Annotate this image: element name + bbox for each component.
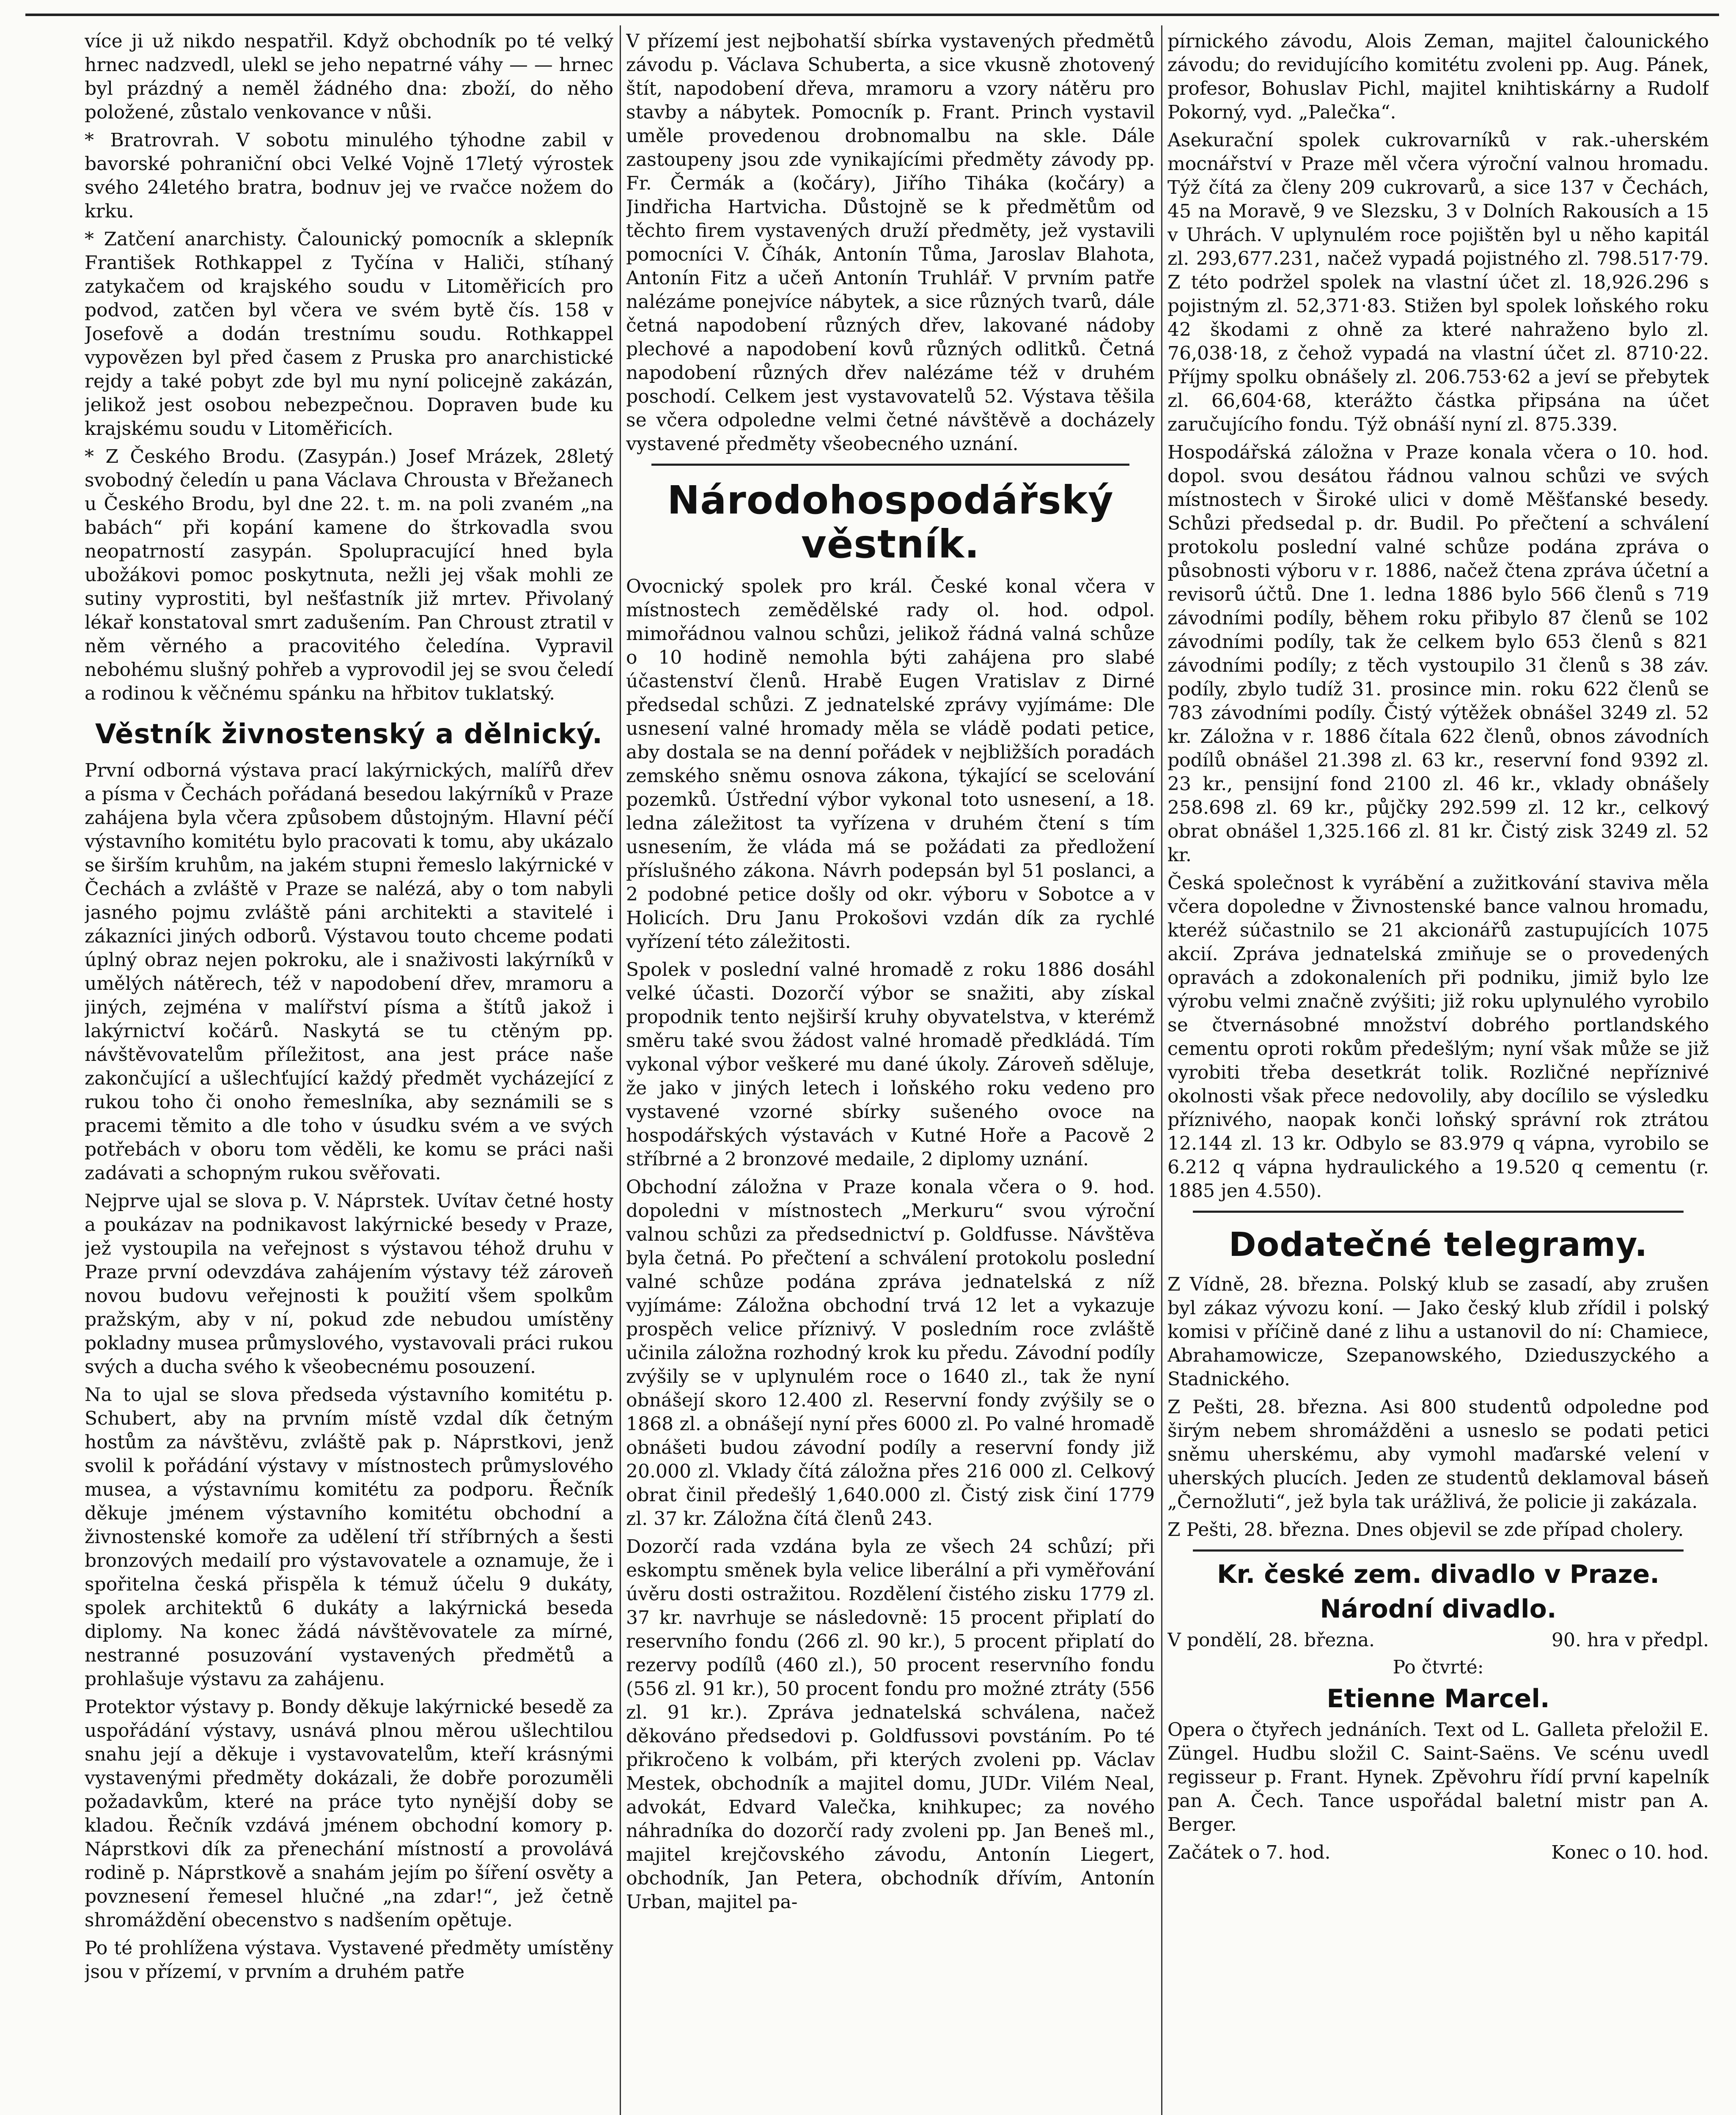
- performance-number: 90. hra v předpl.: [1551, 1629, 1709, 1651]
- section-rule: [1193, 1549, 1684, 1552]
- column-3: [1167, 30, 1709, 2115]
- article-paragraph: Na to ujal se slova předseda výstavního komitétu p. Schubert, aby na prvním místě vzdal dík četným hostům za návštěvu, zvláště pak p. Náprstkovi, jenž svolil k pořádání výstavy v místnostech průmyslového musea, a výstavnímu komitétu za podporu. Řečník děkuje jménem výstavního komitétu obchodní a živnostenské komoře za udělení tří stříbrných a šesti bronzových medailí pro výstavovatele a oznamuje, že i spořitelna česká přispěla k témuž účelu 9 dukáty, spolek architektů 6 dukáty a lakýrnická beseda diplomy. Na konec žádá návštěvovatele za mírné, nestranné posuzování vystavených předmětů a prohlašuje výstavu za zahájenu.: [85, 1384, 613, 1690]
- section-heading: Věstník živnostenský a dělnický.: [95, 719, 603, 750]
- article-paragraph: Nejprve ujal se slova p. V. Náprstek. Uvítav četné hosty a poukázav na podnikavost lakýrnické besedy v Praze, jež vystoupila na veřejnost s výstavou téhož druhu v Praze první odevzdáva zahájením výstavy též zároveň novou budovu veřejnosti k použití všem spolkům pražským, aby v ní, pokud zde nebudou umístěny pokladny musea průmyslového, vystavovali práci rukou svých a ducha svého k všeobecnému posouzení.: [85, 1190, 613, 1378]
- column-1: [85, 30, 613, 2115]
- section-rule: [651, 464, 1129, 466]
- telegram-pest-cholera: Z Pešti, 28. března. Dnes objevil se zde případ cholery.: [1167, 1519, 1684, 1541]
- article-paragraph: Česká společnost k vyrábění a zužitkování staviva měla včera dopoledne v Živnostenské bance valnou hromadu, kteréž súčastnilo se 21 akcionářů zastupujících 1075 akcií. Zpráva jednatelská zmiňuje se o provedených opravách a zdokonaleních při podniku, jimiž bylo lze výrobu velmi značně zvýšiti; již roku uplynulého vyrobilo se čtvernásobné množství dobrého portlandského cementu oproti rokům předešlým; nyní však může se již vyrobiti třeba desetkrát tolik. Rozličné nepříznivé okolnosti však přece nedovolily, aby docílilo se výsledku příznivého, naopak konči loňský správní rok ztrátou 12.144 zl. 13 kr. Odbylo se 83.979 q vápna, vyrobilo se 6.212 q vápna hydraulického a 19.520 q cementu (r. 1885 jen 4.550).: [1167, 872, 1709, 1202]
- article-paragraph: V přízemí jest nejbohatší sbírka vystavených předmětů závodu p. Václava Schuberta, a sice vkusně zhotovený štít, napodobení dřeva, mramoru a vzory nátěru pro stavby a nábytek. Pomocník p. Frant. Princh vystavil uměle provedenou drobnomalbu na skle. Dále zastoupeny jsou zde vynikajícími předměty závody pp. Fr. Čermák a (kočáry), Jiřího Tiháka (kočáry) a Jindřicha Hartvicha. Důstojně se k předmětům od těchto firem vystavených druží předměty, jež vystavili pomocníci V. Číhák, Antonín Tůma, Jaroslav Blahota, Antonín Fitz a učeň Antonín Truhlář. V prvním patře nalézáme ponejvíce nábytek, a sice různých tvarů, dále četná napodobení různých dřev, lakované nádoby plechové a napodobení kovů různých odlitků. Četná napodobení různých dřev nalézáme též v druhém poschodí. Celkem jest vystavovatelů 52. Výstava těšila se včera odpoledne velmi četné návštěvě a docházely vystavené předměty všeobecného uznání.: [626, 30, 1155, 455]
- performance-info: [1167, 1629, 1709, 1652]
- performance-date: V pondělí, 28. března.: [1167, 1629, 1375, 1651]
- end-time: Konec o 10. hod.: [1551, 1842, 1709, 1863]
- news-item-fratricide: * Bratrovrah. V sobotu minulého týhodne zabil v bavorské pohraniční obci Velké Vojně 17letý výrostek svého 24letého bratra, bodnuv jej ve rvačce nožem do krku.: [85, 129, 613, 222]
- start-time: Začátek o 7. hod.: [1167, 1842, 1331, 1863]
- column-divider: [1161, 25, 1162, 2115]
- article-paragraph: Dozorčí rada vzdána byla ze všech 24 schůzí; při eskomptu směnek byla velice liberální a při vyměřování úvěru dosti ostražitou. Rozdělení čistého zisku 1779 zl. 37 kr. navrhuje se následovně: 15 procent připlatí do reservního fondu (266 zl. 90 kr.), 5 procent připlatí do rezervy podílů (460 zl.), 50 procent reservního fondu (556 zl. 91 kr.), 50 procent fondu pro možné ztráty (556 zl. 91 kr.). Zpráva jednatelská schválena, načež děkováno předsedovi p. Goldfussovi povstáním. Po té přikročeno k volbám, při kterých zvoleni pp. Václav Mestek, obchodník a majitel domu, JUDr. Vilém Neal, advokát, Edvard Valečka, knihkupec; za nového náhradníka do dozorčí rady zvoleni pp. Jan Beneš ml., majitel krejčovského závodu, Antonín Liegert, obchodník, Jan Petera, obchodník dřívím, Antonín Urban, majitel pa-: [626, 1536, 1155, 1913]
- article-paragraph: První odborná výstava prací lakýrnických, malířů dřev a písma v Čechách pořádaná besedou lakýrníků v Praze zahájena byla včera způsobem důstojným. Hlavní péčí výstavního komitétu bylo pracovati k tomu, aby ukázalo se širším kruhům, na jakém stupni řemeslo lakýrnické v Čechách a zvláště v Praze se nalézá, aby o tom nabyli jasného pojmu zvláště páni architekti a stavitelé i zákazníci jiných odborů. Výstavou touto chceme podati úplný obraz nejen pokroku, ale i snaživosti lakýrníků v umělých nátěrech, též v napodobení dřev, mramoru a jiných, zejména v malířství písma a štítů jakož i lakýrnictví kočárů. Naskytá se tu ctěným pp. návštěvovatelům příležitost, ana jest práce naše zakončující a ušlechťující každý předmět vycházející z rukou toho či onoho řemeslníka, aby seznámili se s pracemi těmito a dle toho v úsudku svém a ve svých potřebách v oboru tom věděli, ke komu se práci naši zadávati a schopným rukou svěřovati.: [85, 760, 613, 1184]
- news-item-anarchist: * Zatčení anarchisty. Čalounický pomocník a sklepník František Rothkappel z Tyčína v Haliči, stíhaný zatykačem od krajského soudu v Litoměřicích pro podvod, zatčen byl včera ve svém bytě čís. 158 v Josefově a dodán trestnímu soudu. Rothkappel vypovězen byl před časem z Pruska pro anarchistické rejdy a také pobyt zde byl mu nyní policejně zakázán, jelikož jest osobou nebezpečnou. Dopraven bude ku krajskému soudu v Litoměřicích.: [85, 228, 613, 439]
- article-paragraph: Hospodářská záložna v Praze konala včera o 10. hod. dopol. svou desátou řádnou valnou schůzi ve svých místnostech v Široké ulici v domě Měšťanské besedy. Schůzi předsedal p. dr. Budil. Po přečtení a schválení protokolu poslední valné schůze podána zpráva o působnosti výboru v r. 1886, načež čtena zpráva účetní a revisorů účtů. Dne 1. ledna 1886 bylo 566 členů s 719 závodními podíly, během roku přibylo 87 členů se 102 závodními podíly, tak že celkem bylo 653 členů s 821 závodními podíly; z těch vystoupilo 31 členů s 38 záv. podíly, zbylo tudíž 31. prosince min. roku 622 členů se 783 závodními podíly. Čistý výtěžek obnášel 3249 zl. 52 kr. Záložna v r. 1886 čítala 622 členů, obnos závodních podílů obnášel 21.398 zl. 63 kr., reservní fond 9392 zl. 23 kr., pensijní fond 2100 zl. 46 kr., vklady obnášely 258.698 zl. 69 kr., půjčky 292.599 zl. 12 kr., celkový obrat obnášel 1,325.166 zl. 81 kr. Čistý zisk 3249 zl. 52 kr.: [1167, 442, 1709, 866]
- article-paragraph: Spolek v poslední valné hromadě z roku 1886 dosáhl velké účasti. Dozorčí výbor se snažiti, aby získal propodnik tento nejširší kruhy obyvatelstva, v kterémž směru také svou žádost valné hromadě předkládá. Tím vykonal výbor veškeré mu dané úkoly. Zároveň sděluje, že jako v jiných letech i loňského roku vedeno pro vystavené vzorné sbírky sušeného ovoce na hospodářských výstavách v Kutné Hoře a Pacově 2 stříbrné a 2 bronzové medaile, 2 diplomy uznání.: [626, 959, 1155, 1170]
- telegram-vienna: Z Vídně, 28. března. Polský klub se zasadí, aby zrušen byl zákaz vývozu koní. — Jako český klub zřídil i polský komisi v příčině dané z lihu a ustanovil do ní: Chamiece, Abrahamowicze, Szepanowského, Dzieduszyckého a Stadnického.: [1167, 1274, 1709, 1390]
- performance-times: [1167, 1841, 1709, 1865]
- section-heading: Národohospodářský věstník.: [667, 478, 1114, 567]
- article-paragraph: pírnického závodu, Alois Zeman, majitel čalounického závodu; do revidujícího komitétu zvoleni pp. Aug. Pánek, profesor, Bohuslav Pichl, majitel knihtiskárny a Rudolf Pokorný, vyd. „Palečka“.: [1167, 30, 1709, 123]
- news-item-cesky-brod: * Z Českého Brodu. (Zasypán.) Josef Mrázek, 28letý svobodný čeledín u pana Václava Chrousta v Břežanech u Českého Brodu, byl dne 22. t. m. na poli zvaném „na babách“ při kopání kamene do štrkovadla svou neopatrností zasypán. Spolupracující hned byla ubožákovi pomoc poskytnuta, nežli jej však mohli ze sutiny vyprostiti, byl nešťastník již mrtev. Přivolaný lékař konstatoval smrt zadušením. Pan Chroust ztratil v něm věrného a pracovitého čeledína. Vypravil nebohému slušný pohřeb a vyprovodil jej se svou čeledí a rodinou k věčnému spánku na hřbitov tuklatský.: [85, 446, 613, 704]
- article-paragraph: více ji už nikdo nespatřil. Když obchodník po té velký hrnec nadzvedl, ulekl se jeho nepatrné váhy — — hrnec byl prázdný a neměl žádného dna: zboží, do něho položené, zůstalo venkovance v nůši.: [85, 30, 613, 123]
- article-paragraph: Protektor výstavy p. Bondy děkuje lakýrnické besedě za uspořádání výstavy, usnává plnou měrou ušlechtilou snahu její a děkuje i vystavovatelům, kteří krásnými vystavenými předměty dokázali, že dobře porozuměli požadavkům, které na práce tyto nynější doby se kladou. Řečník vzdává jménem obchodní komory p. Náprstkovi dík za přenechání místností a provolává rodině p. Náprstkově a snahám jejím po šíření osvěty a povznesení řemesel hlučné „na zdar!“, jež četně shromáždění obecenstvo s nadšením opětuje.: [85, 1696, 613, 1931]
- article-paragraph: Ovocnický spolek pro král. České konal včera v místnostech zemědělské rady ol. hod. odpol. mimořádnou valnou schůzi, jelikož řádná valná schůze o 10 hodině nemohla býti zahájena pro slabé účastenství členů. Hrabě Eugen Vratislav z Dirné předsedal schůzi. Z jednatelské zprávy vyjímáme: Dle usnesení valné hromady měla se vládě podati petice, aby dostala se na denní pořádek v nejbližších poradách zemského sněmu osnova zákona, týkající se scelování pozemků. Ústřední výbor vykonal toto usnesení, a 18. ledna záležitost ta vyřízena v druhém čtení s tím usnesením, že vláda má se požádati za předložení příslušného zákona. Návrh podepsán byl 51 poslanci, a 2 podobné petice došly od okr. výboru v Sobotce a v Holicích. Dru Janu Prokošovi vzdán dík za rychlé vyřízení této záležitosti.: [626, 576, 1155, 953]
- theatre-heading: Kr. české zem. divadlo v Praze.: [1217, 1560, 1660, 1589]
- article-paragraph: Obchodní záložna v Praze konala včera o 9. hod. dopoledni v místnostech „Merkuru“ svou výroční valnou schůzi za předsednictví p. Goldfusse. Návštěva byla četná. Po přečtení a schválení protokolu poslední valné schůze podána zpráva jednatelská z níž vyjímáme: Záložna obchodní trvá 12 let a vykazuje prospěch velice příznivý. V posledním roce zvláště učinila záložna rozhodný krok ku předu. Závodní podíly zvýšily se v uplynulém roce o 1640 zl., tak že nyní obnášejí skoro 12.400 zl. Reservní fondy zvýšily se o 1868 zl. a obnášejí nyní přes 6000 zl. Po valné hromadě obnášeti budou závodní podíly a reservní fondy již 20.000 zl. Vklady čítá záložna přes 216 000 zl. Celkový obrat činil předešlý 1,640.000 zl. Čistý zisk činí 1779 zl. 37 kr. Záložna čítá členů 243.: [626, 1176, 1155, 1530]
- column-2: [626, 30, 1155, 2115]
- section-rule: [1193, 1211, 1684, 1213]
- section-heading: Dodatečné telegramy.: [1228, 1226, 1648, 1264]
- column-divider: [620, 25, 621, 2115]
- telegram-pest: Z Pešti, 28. března. Asi 800 studentů odpoledne pod širým nebem shromážděni a usneslo se podati petici sněmu uherskému, aby vymohl maďarské velení v uherských plucích. Jeden ze studentů deklamoval báseň „Černožluti“, jež byla tak urážlivá, že policie ji zakázala.: [1167, 1396, 1709, 1513]
- performance-title: Etienne Marcel.: [1327, 1684, 1550, 1714]
- theatre-subheading: Národní divadlo.: [1320, 1594, 1557, 1624]
- performance-sub: Po čtvrté:: [1393, 1656, 1484, 1678]
- article-paragraph: Asekurační spolek cukrovarníků v rak.-uherském mocnářství v Praze měl včera výroční valnou hromadu. Týž čítá za členy 209 cukrovarů, a sice 137 v Čechách, 45 na Moravě, 9 ve Slezsku, 3 v Dolních Rakousích a 15 v Uhrách. V uplynulém roce pojištěn byl u něho kapitál zl. 293,677.231, načež vypadá pojistného zl. 798.517·79. Z této podržel spolek na vlastní účet zl. 18,926.296 s pojistným zl. 52,371·83. Stižen byl spolek loňského roku 42 škodami z ohně za které nahraženo bylo zl. 76,038·18, z čehož vypadá na vlastní účet zl. 8710·22. Příjmy spolku obnášely zl. 206.753·62 a jeví se přebytek zl. 66,604·68, kterážto částka připsána na účet zaručujícího fondu. Týž obnáší nyní zl. 875.339.: [1167, 129, 1709, 435]
- performance-description: Opera o čtyřech jednáních. Text od L. Galleta přeložil E. Züngel. Hudbu složil C. Saint-Saëns. Ve scénu uvedl regisseur p. Frant. Hynek. Zpěvohru řídí první kapelník pan A. Čech. Tance uspořádal baletní mistr pan A. Berger.: [1167, 1719, 1709, 1835]
- top-rule: [25, 14, 1719, 16]
- article-paragraph: Po té prohlížena výstava. Vystavené předměty umístěny jsou v přízemí, v prvním a druhém patře: [85, 1937, 613, 1983]
